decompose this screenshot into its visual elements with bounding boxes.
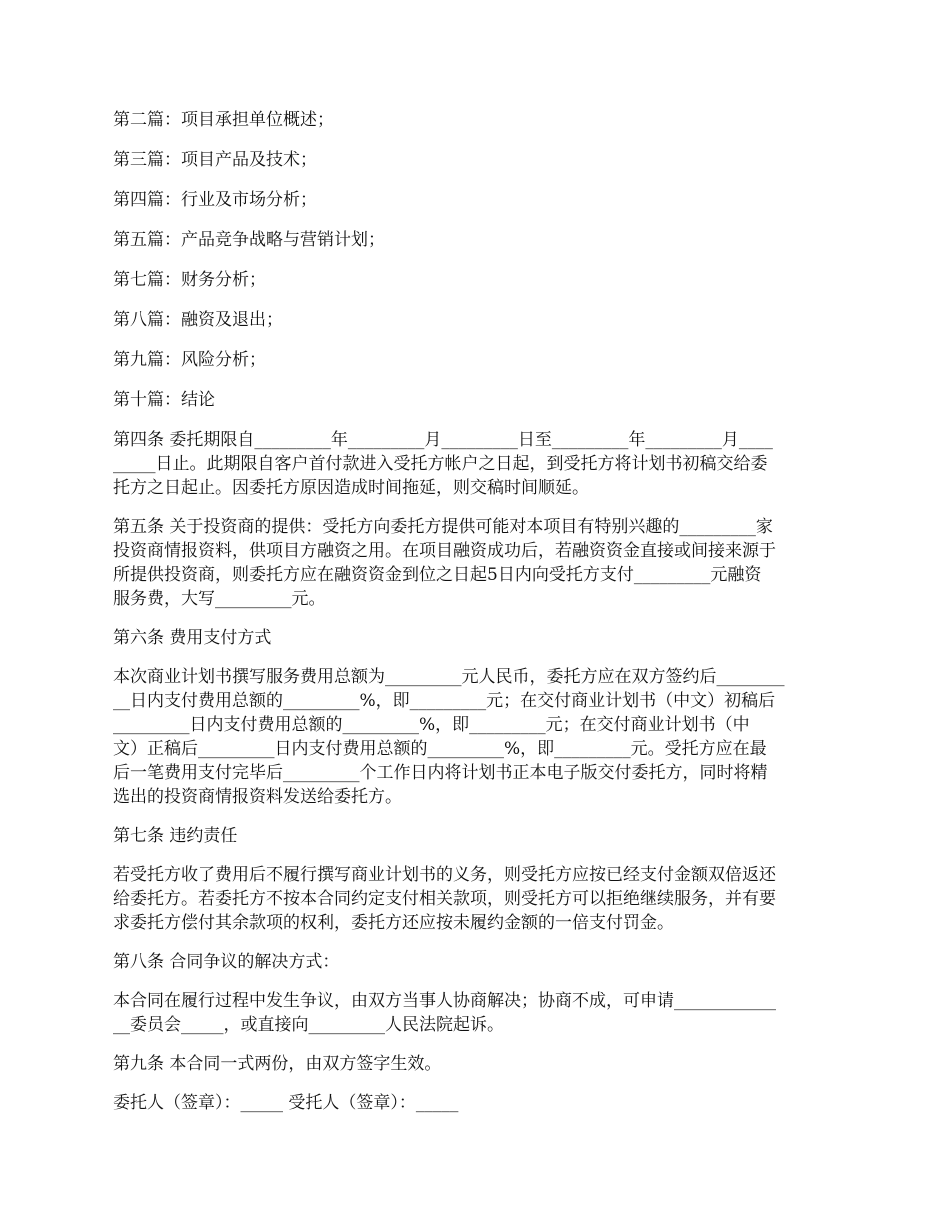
paragraph-line: 选出的投资商情报资料发送给委托方。: [113, 787, 402, 807]
article-6-heading: 第六条 费用支付方式: [113, 628, 272, 648]
paragraph-line: 第五条 关于投资商的提供：受托方向委托方提供可能对本项目有特别兴趣的_________家: [113, 517, 773, 537]
paragraph-line: __委员会_____，或直接向_________人民法院起诉。: [113, 1015, 504, 1035]
chapter-item: 第三篇：项目产品及技术；: [113, 150, 317, 170]
paragraph-line: 本次商业计划书撰写服务费用总额为_________元人民币，委托方应在双方签约后________: [113, 667, 785, 687]
paragraph-line: 本合同在履行过程中发生争议，由双方当事人协商解决；协商不成，可申请____________: [113, 991, 776, 1011]
article-7-heading: 第七条 违约责任: [113, 826, 238, 846]
paragraph-line: 所提供投资商，则委托方应在融资资金到位之日起5日内向受托方支付_________元融资: [113, 565, 762, 585]
paragraph-line: 求委托方偿付其余款项的权利，委托方还应按未履约金额的一倍支付罚金。: [113, 913, 674, 933]
chapter-item: 第九篇：风险分析；: [113, 350, 266, 370]
document-page: [113, 108, 840, 1130]
paragraph-line: 给委托方。若委托方不按本合同约定支付相关款项，则受托方可以拒绝继续服务，并有要: [113, 889, 776, 909]
article-9-heading: 第九条 本合同一式两份，由双方签字生效。: [113, 1054, 442, 1074]
article-5-investors: [113, 515, 840, 611]
paragraph-line: _____日止。此期限自客户首付款进入受托方帐户之日起，到受托方将计划书初稿交给委: [113, 454, 768, 474]
paragraph-line: 文）正稿后_________日内支付费用总额的_________%，即_________元。受托方应在最: [113, 739, 767, 759]
paragraph-line: __日内支付费用总额的_________%，即_________元；在交付商业计划书（中文）初稿后: [113, 691, 776, 711]
signature-line: 委托人（签章）：_____ 受托人（签章）：_____: [113, 1093, 459, 1113]
chapter-list: [113, 108, 840, 412]
paragraph-line: 后一笔费用支付完毕后_________个工作日内将计划书正本电子版交付委托方，同时将精: [113, 763, 768, 783]
article-4-term: [113, 428, 840, 500]
paragraph-line: _________日内支付费用总额的_________%，即_________元；在交付商业计划书（中: [113, 715, 750, 735]
paragraph-line: 若受托方收了费用后不履行撰写商业计划书的义务，则受托方应按已经支付金额双倍返还: [113, 865, 776, 885]
chapter-item: 第四篇：行业及市场分析；: [113, 190, 317, 210]
paragraph-line: 托方之日起止。因委托方原因造成时间拖延，则交稿时间顺延。: [113, 478, 589, 498]
chapter-item: 第七篇：财务分析；: [113, 270, 266, 290]
article-6-payment: [113, 665, 840, 809]
chapter-item: 第十篇：结论: [113, 390, 215, 410]
chapter-item: 第八篇：融资及退出；: [113, 310, 283, 330]
paragraph-line: 投资商情报资料，供项目方融资之用。在项目融资成功后，若融资资金直接或间接来源于: [113, 541, 776, 561]
article-8-disputes: [113, 989, 840, 1037]
chapter-item: 第五篇：产品竞争战略与营销计划；: [113, 230, 385, 250]
article-7-liability: [113, 863, 840, 935]
paragraph-line: 服务费，大写_________元。: [113, 589, 326, 609]
paragraph-line: 第四条 委托期限自_________年_________月_________日至_________年_________月____: [113, 430, 773, 450]
article-8-heading: 第八条 合同争议的解决方式：: [113, 952, 340, 972]
chapter-item: 第二篇：项目承担单位概述；: [113, 110, 334, 130]
